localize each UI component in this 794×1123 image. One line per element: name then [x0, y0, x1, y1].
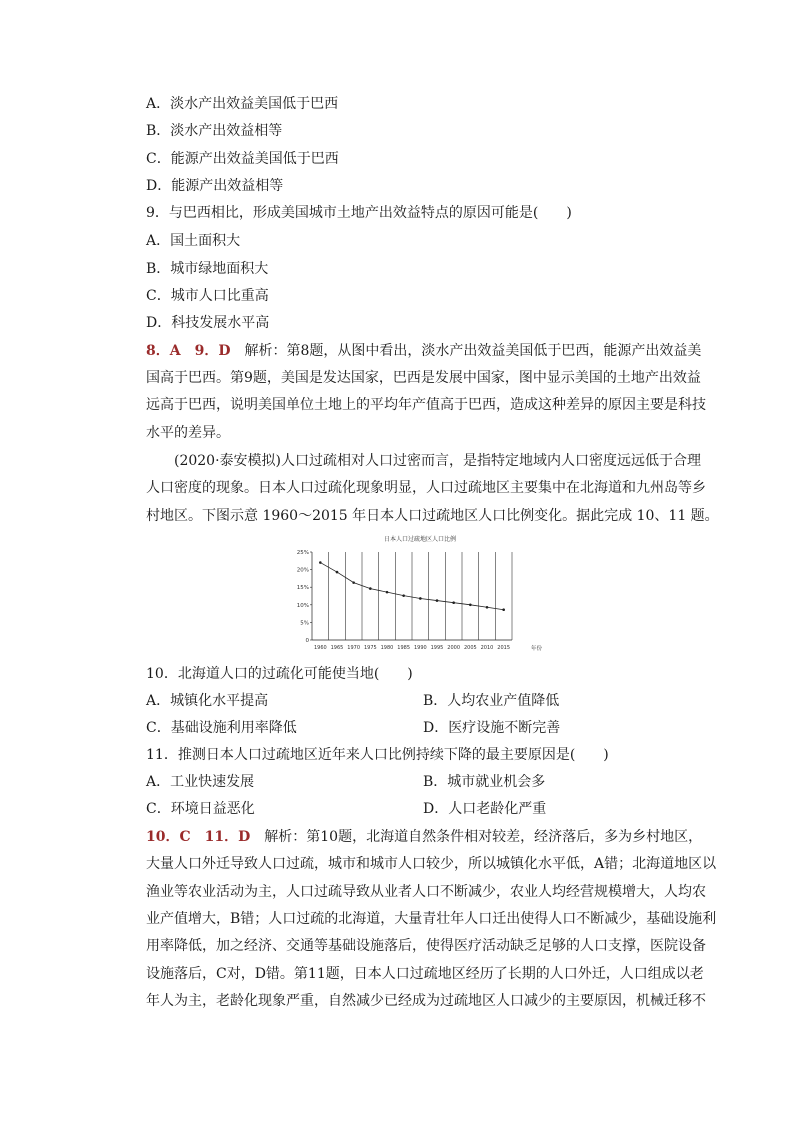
chart-data-point — [336, 571, 339, 574]
chart-data-point — [436, 599, 439, 602]
chart-y-tick-label: 20% — [296, 567, 309, 574]
q10-option-a: A．城镇化水平提高 — [146, 693, 269, 709]
q8-option-a: A．淡水产出效益美国低于巴西 — [146, 96, 339, 112]
analysis-10-11-line-5: 用率降低，加之经济、交通等基础设施落后，使得医疗活动缺乏足够的人口支撑，医院设备 — [146, 938, 706, 954]
q11-option-d: D．人口老龄化严重 — [423, 801, 547, 817]
chart-data-point — [352, 581, 355, 584]
chart-x-tick-label: 1975 — [363, 645, 377, 651]
q11-options-row-1 — [146, 769, 666, 796]
q9-option-c: C．城市人口比重高 — [146, 288, 269, 304]
chart-y-tick-label: 5% — [300, 620, 309, 627]
analysis-10-11-line-6: 设施落后，C对，D错。第11题，日本人口过疏地区经历了长期的人口外迁，人口组成以老 — [146, 966, 704, 982]
q10-options-row-2 — [146, 715, 666, 742]
chart-x-tick-label: 2015 — [497, 645, 511, 651]
q10-option-d: D．医疗设施不断完善 — [423, 720, 561, 736]
chart-x-tick-label: 1990 — [413, 645, 427, 651]
q9-stem: 9．与巴西相比，形成美国城市土地产出效益特点的原因可能是( ) — [146, 205, 572, 221]
chart-y-tick-label: 15% — [296, 585, 309, 592]
q10-stem: 10．北海道人口的过疏化可能使当地( ) — [146, 666, 413, 682]
analysis-10-11-text: 解析：第10题，北海道自然条件相对较差，经济落后，多为乡村地区， — [250, 829, 703, 845]
q8-option-c: C．能源产出效益美国低于巴西 — [146, 151, 339, 167]
chart-data-point — [386, 591, 389, 594]
chart-title: 日本人口过疏地区人口比例 — [383, 536, 457, 543]
material-line-1: (2020·泰安模拟)人口过疏相对人口过密而言，是指特定地域内人口密度远远低于合理 — [146, 453, 702, 469]
chart-x-tick-label: 2005 — [463, 645, 477, 651]
analysis-10-11-line-4: 业产值增大，B错；人口过疏的北海道，大量青壮年人口迁出使得人口不断减少，基础设施利 — [146, 911, 717, 927]
analysis-10-11-line-2: 大量人口外迁导致人口过疏，城市和城市人口较少，所以城镇化水平低，A错；北海道地区以 — [146, 856, 717, 872]
chart-x-tick-label: 1960 — [313, 645, 327, 651]
q9-option-a: A．国土面积大 — [146, 233, 241, 249]
chart-x-tick-label: 1965 — [330, 645, 344, 651]
q9-option-d: D．科技发展水平高 — [146, 315, 270, 331]
material-line-3: 村地区。下图示意 1960～2015 年日本人口过疏地区人口比例变化。据此完成 10、11 题。 — [146, 508, 719, 524]
q11-option-a: A．工业快速发展 — [146, 774, 255, 790]
chart-xlabel: 年份 — [531, 646, 543, 652]
chart-y-tick-label: 10% — [296, 602, 309, 609]
analysis-10-11-answer: 10．C 11．D — [146, 829, 251, 845]
chart-x-tick-label: 1980 — [380, 645, 394, 651]
chart-x-tick-label: 2000 — [447, 645, 461, 651]
population-ratio-chart — [280, 532, 550, 654]
analysis-8-9-line-2: 国高于巴西。第9题，美国是发达国家，巴西是发展中国家，图中显示美国的土地产出效益 — [146, 370, 701, 386]
chart-data-point — [402, 594, 405, 597]
analysis-8-9-line-1 — [146, 338, 701, 365]
q8-option-b: B．淡水产出效益相等 — [146, 123, 283, 139]
chart-data-point — [452, 601, 455, 604]
material-line-2: 人口密度的现象。日本人口过疏化现象明显，人口过疏地区主要集中在北海道和九州岛等乡 — [146, 480, 706, 496]
chart-y-tick-label: 0 — [305, 638, 309, 644]
chart-x-tick-label: 1995 — [430, 645, 444, 651]
chart-data-point — [419, 597, 422, 600]
q11-option-b: B．城市就业机会多 — [423, 774, 546, 790]
q11-options-row-2 — [146, 796, 666, 823]
q10-options-row-1 — [146, 688, 666, 715]
q8-option-d: D．能源产出效益相等 — [146, 178, 284, 194]
analysis-10-11-line-1 — [146, 824, 702, 851]
q10-option-c: C．基础设施利用率降低 — [146, 720, 297, 736]
chart-data-point — [319, 561, 322, 564]
q11-option-c: C．环境日益恶化 — [146, 801, 255, 817]
chart-data-point — [369, 587, 372, 590]
chart-data-point — [502, 608, 505, 611]
analysis-8-9-text: 解析：第8题，从图中看出，淡水产出效益美国低于巴西，能源产出效益美 — [230, 343, 702, 359]
analysis-10-11-line-3: 渔业等农业活动为主，人口过疏导致从业者人口不断减少，农业人均经营规模增大，人均农 — [146, 884, 706, 900]
analysis-10-11-line-7: 年人为主，老龄化现象严重，自然减少已经成为过疏地区人口减少的主要原因，机械迁移不 — [146, 993, 706, 1009]
analysis-8-9-line-4: 水平的差异。 — [146, 425, 230, 441]
chart-data-point — [469, 604, 472, 607]
q9-option-b: B．城市绿地面积大 — [146, 261, 269, 277]
chart-x-tick-label: 1985 — [397, 645, 411, 651]
chart-x-tick-label: 2010 — [480, 645, 494, 651]
chart-y-tick-label: 25% — [296, 550, 309, 556]
q11-stem: 11．推测日本人口过疏地区近年来人口比例持续下降的最主要原因是( ) — [146, 747, 609, 763]
chart-data-point — [486, 606, 489, 609]
q10-option-b: B．人均农业产值降低 — [423, 693, 560, 709]
analysis-8-9-line-3: 远高于巴西，说明美国单位土地上的平均年产值高于巴西，造成这种差异的原因主要是科技 — [146, 397, 706, 413]
chart-x-tick-label: 1970 — [347, 645, 361, 651]
analysis-8-9-answer: 8．A 9．D — [146, 343, 231, 359]
